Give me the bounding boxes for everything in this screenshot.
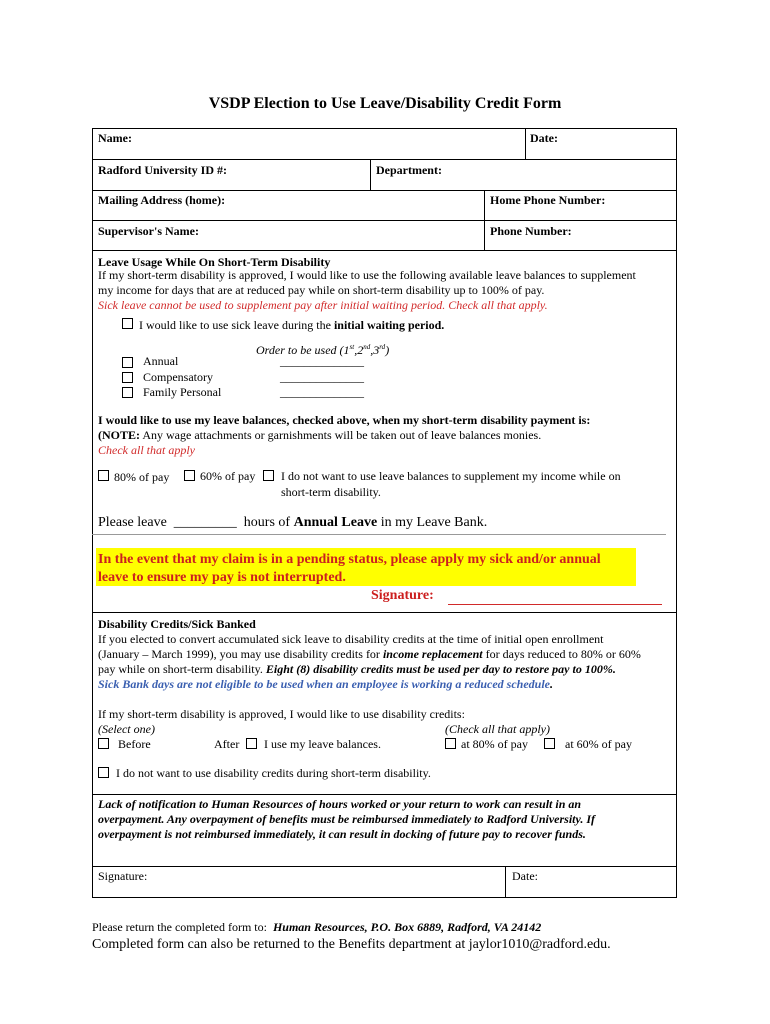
col-divider bbox=[370, 159, 371, 190]
pending-text-2: leave to ensure my pay is not interrupted. bbox=[98, 570, 346, 585]
no-leave-checkbox[interactable] bbox=[263, 470, 274, 481]
pay-80-label: 80% of pay bbox=[114, 470, 170, 484]
section-divider bbox=[92, 794, 677, 795]
annual-order-blank[interactable]: ______________ bbox=[280, 354, 364, 368]
after-checkbox[interactable] bbox=[246, 738, 257, 749]
section-divider bbox=[92, 612, 677, 613]
family-personal-checkbox[interactable] bbox=[122, 387, 133, 398]
payment-check-all: Check all that apply bbox=[98, 443, 195, 457]
before-label: Before bbox=[118, 737, 151, 751]
form-title: VSDP Election to Use Leave/Disability Credit Form bbox=[208, 95, 562, 112]
pay-60-checkbox[interactable] bbox=[184, 470, 195, 481]
sick-bank-note: Sick Bank days are not eligible to be used when an employee is working a reduced schedule. bbox=[98, 677, 553, 691]
row-divider bbox=[92, 159, 677, 160]
bottom-date-label: Date: bbox=[512, 869, 538, 883]
check-all-label: (Check all that apply) bbox=[445, 722, 550, 736]
bottom-signature-label: Signature: bbox=[98, 869, 148, 883]
home-phone-label: Home Phone Number: bbox=[490, 193, 606, 207]
row-divider bbox=[92, 220, 677, 221]
compensatory-checkbox[interactable] bbox=[122, 372, 133, 383]
annual-checkbox[interactable] bbox=[122, 357, 133, 368]
no-credits-label: I do not want to use disability credits during short-term disability. bbox=[116, 766, 431, 780]
compensatory-order-blank[interactable]: ______________ bbox=[280, 370, 364, 384]
pending-signature-line[interactable] bbox=[448, 604, 662, 605]
select-one-label: (Select one) bbox=[98, 722, 155, 736]
credits-80-label: at 80% of pay bbox=[461, 737, 528, 751]
phone-label: Phone Number: bbox=[490, 224, 572, 238]
annual-bank-rule bbox=[92, 534, 666, 535]
family-personal-order-blank[interactable]: ______________ bbox=[280, 385, 364, 399]
col-divider bbox=[505, 866, 506, 898]
order-instruction: Order to be used (1st,2nd,3rd) bbox=[256, 343, 390, 357]
col-divider bbox=[484, 190, 485, 250]
credits-80-checkbox[interactable] bbox=[445, 738, 456, 749]
annual-label: Annual bbox=[143, 354, 179, 368]
payment-heading: I would like to use my leave balances, checked above, when my short-term disability payment is: bbox=[98, 413, 591, 427]
supervisor-label: Supervisor's Name: bbox=[98, 224, 199, 238]
department-label: Department: bbox=[376, 163, 442, 177]
name-label: Name: bbox=[98, 131, 132, 145]
university-id-label: Radford University ID #: bbox=[98, 163, 227, 177]
credits-heading: Disability Credits/Sick Banked bbox=[98, 617, 256, 631]
sick-leave-option: I would like to use sick leave during the initial waiting period. bbox=[139, 318, 445, 332]
no-leave-label-2: short-term disability. bbox=[281, 485, 381, 499]
lack-notice-3: overpayment is not reimbursed immediately, it can result in docking of future pay to recover funds. bbox=[98, 827, 586, 841]
lack-notice-2: overpayment. Any overpayment of benefits must be reimbursed immediately to Radford University. If bbox=[98, 812, 596, 826]
annual-hours-blank[interactable]: _________ bbox=[173, 515, 237, 530]
payment-note: (NOTE: Any wage attachments or garnishments will be taken out of leave balances monies. bbox=[98, 428, 542, 442]
pay-60-label: 60% of pay bbox=[200, 469, 256, 483]
mailing-address-label: Mailing Address (home): bbox=[98, 193, 226, 207]
no-credits-checkbox[interactable] bbox=[98, 767, 109, 778]
date-label: Date: bbox=[530, 131, 558, 145]
leave-usage-heading: Leave Usage While On Short-Term Disability bbox=[98, 255, 331, 269]
before-checkbox[interactable] bbox=[98, 738, 109, 749]
row-divider bbox=[92, 190, 677, 191]
leave-usage-text-1: If my short-term disability is approved, I would like to use the following available leave balances to supplement bbox=[98, 268, 636, 282]
form-frame bbox=[92, 128, 677, 898]
credits-approve-text: If my short-term disability is approved, I would like to use disability credits: bbox=[98, 707, 465, 721]
row-divider bbox=[92, 250, 677, 251]
family-personal-label: Family Personal bbox=[143, 385, 222, 399]
leave-usage-text-2: my income for days that are at reduced pay while on short-term disability up to 100% of pay. bbox=[98, 283, 545, 297]
compensatory-label: Compensatory bbox=[143, 370, 213, 384]
after-label: After bbox=[214, 737, 240, 751]
pay-80-checkbox[interactable] bbox=[98, 470, 109, 481]
pending-text-1: In the event that my claim is in a pending status, please apply my sick and/or annual bbox=[98, 552, 601, 567]
credits-text-3: pay while on short-term disability. Eight (8) disability credits must be used per day to restore pay to 100%. bbox=[98, 662, 616, 676]
pending-signature-label: Signature: bbox=[371, 588, 434, 603]
sick-leave-warning: Sick leave cannot be used to supplement pay after initial waiting period. Check all that apply. bbox=[98, 298, 548, 312]
sick-leave-checkbox[interactable] bbox=[122, 318, 133, 329]
annual-bank-line: Please leave _________ hours of Annual Leave in my Leave Bank. bbox=[98, 515, 488, 530]
credits-60-checkbox[interactable] bbox=[544, 738, 555, 749]
credits-text-1: If you elected to convert accumulated sick leave to disability credits at the time of initial open enrollment bbox=[98, 632, 604, 646]
credits-60-label: at 60% of pay bbox=[565, 737, 632, 751]
email-instructions: Completed form can also be returned to the Benefits department at jaylor1010@radford.edu. bbox=[92, 937, 611, 952]
lack-notice-1: Lack of notification to Human Resources of hours worked or your return to work can result in an bbox=[98, 797, 582, 811]
no-leave-label-1: I do not want to use leave balances to supplement my income while on bbox=[281, 469, 621, 483]
credits-text-2: (January – March 1999), you may use disability credits for income replacement for days reduced to 80% or 60% bbox=[98, 647, 641, 661]
use-balances-label: I use my leave balances. bbox=[264, 737, 381, 751]
col-divider bbox=[525, 128, 526, 159]
section-divider bbox=[92, 866, 677, 867]
return-instructions: Please return the completed form to: Human Resources, P.O. Box 6889, Radford, VA 24142 bbox=[92, 920, 542, 934]
